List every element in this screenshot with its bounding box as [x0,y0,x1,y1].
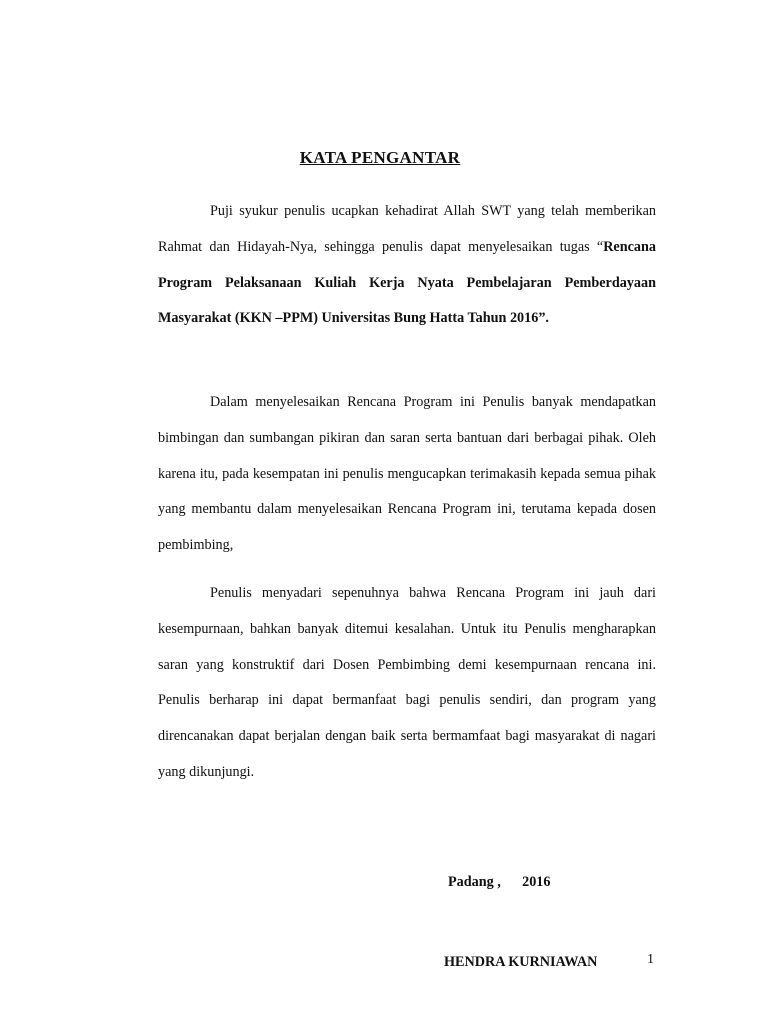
author-signature-name: HENDRA KURNIAWAN [444,954,598,970]
place-date: Padang , 2016 [448,874,551,890]
paragraph-2-text: Dalam menyelesaikan Rencana Program ini Penulis banyak mendapatkan bimbingan dan sumbangan pikiran dan saran serta bantuan dari berbagai pihak. Oleh karena itu, pada kesempatan ini penulis mengucapkan terimakasih kepada semua pihak yang membantu dalam menyelesaikan Rencana Program ini, terutama kepada dosen pembimbing, [158,394,656,554]
paragraph-3-text: Penulis menyadari sepenuhnya bahwa Rencana Program ini jauh dari kesempurnaan, bahkan banyak ditemui kesalahan. Untuk itu Penulis mengharapkan saran yang konstruktif dari Dosen Pembimbing demi kesempurnaan rencana ini. Penulis berharap ini dapat bermanfaat bagi penulis sendiri, dan program yang direncanakan dapat berjalan dengan baik serta bermamfaat bagi masyarakat di nagari yang dikunjungi. [158,585,656,780]
paragraph-1 [158,194,656,337]
paragraph-1-text: Puji syukur penulis ucapkan kehadirat Allah SWT yang telah memberikan Rahmat dan Hidayah-Nya, sehingga penulis dapat menyelesaikan tugas “ [158,203,656,255]
page-number: 1 [647,952,654,967]
page-title: KATA PENGANTAR [299,148,461,167]
paragraph-3 [158,576,656,791]
paragraph-1-bold-title: Rencana Program Pelaksanaan Kuliah Kerja Nyata Pembelajaran Pemberdayaan Masyarakat (KKN –PPM) Universitas Bung Hatta Tahun 2016”. [158,238,656,327]
paragraph-2 [158,385,656,564]
